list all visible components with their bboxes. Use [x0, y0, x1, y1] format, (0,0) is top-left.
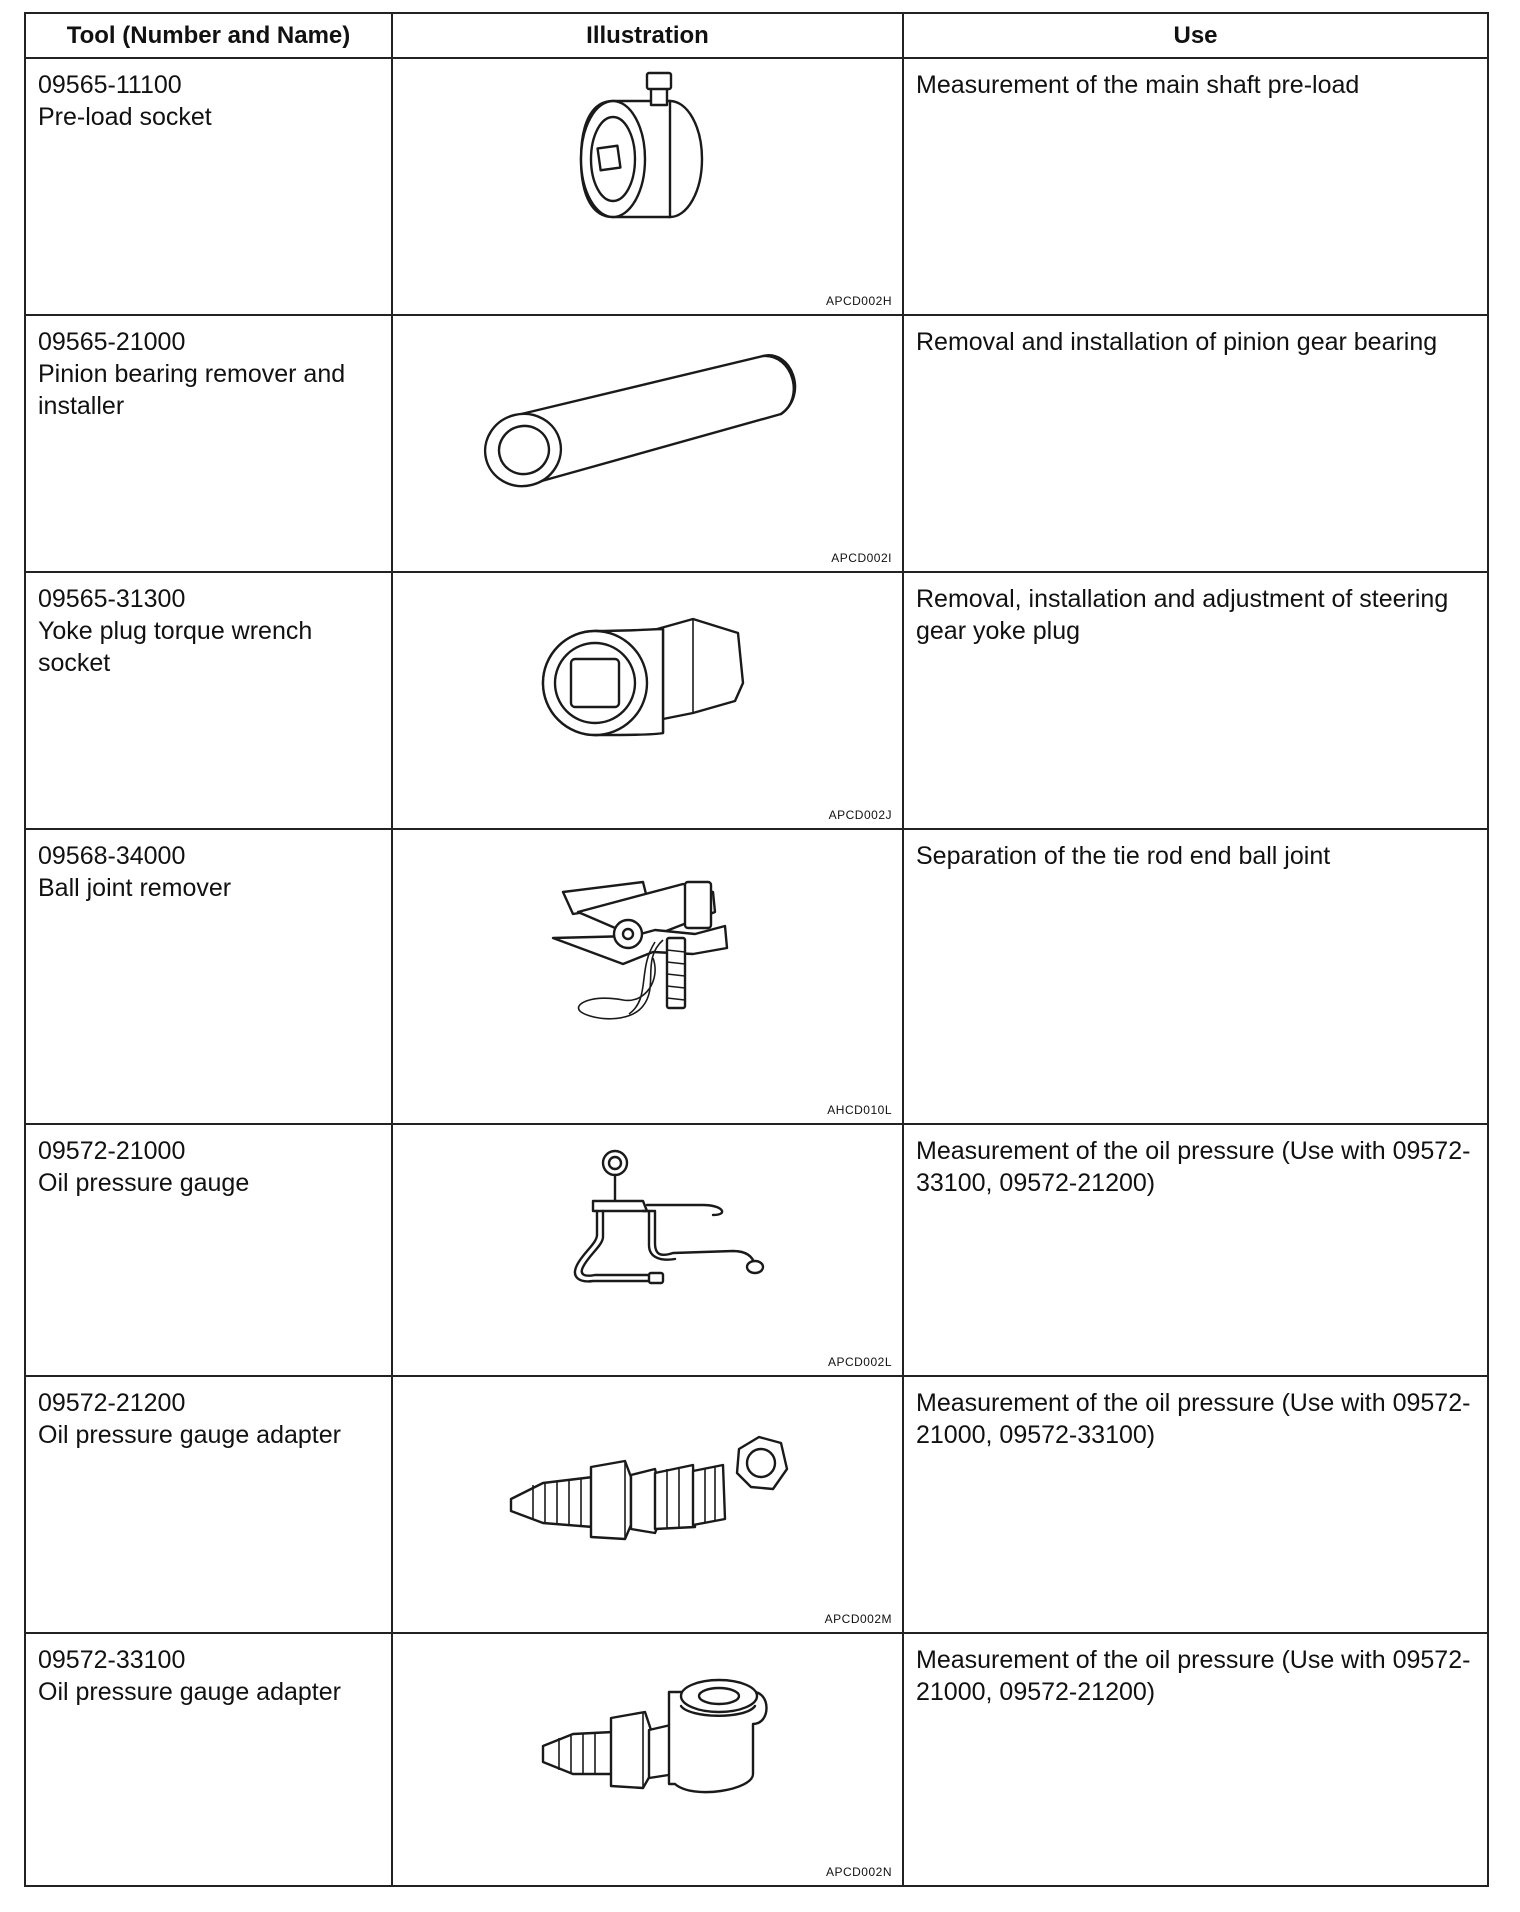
ball-joint-remover-icon: [393, 830, 904, 1125]
tool-cell: [25, 572, 392, 829]
tool-number: 09568-34000: [38, 842, 186, 870]
use-cell: Measurement of the main shaft pre-load: [903, 58, 1488, 315]
banjo-adapter-icon: [393, 1634, 904, 1887]
hex-socket-icon: [393, 573, 904, 830]
illustration-code: AHCD010L: [827, 1103, 892, 1117]
tool-number: 09572-21200: [38, 1389, 186, 1417]
illustration-code: APCD002I: [831, 551, 892, 565]
header-illustration: Illustration: [392, 13, 903, 58]
illustration-cell: [392, 315, 903, 572]
special-tools-table: [24, 12, 1489, 1887]
use-cell: Removal, installation and adjustment of steering gear yoke plug: [903, 572, 1488, 829]
pressure-gauge-icon: [393, 1125, 904, 1377]
illustration-cell: [392, 829, 903, 1124]
tool-number: 09565-11100: [38, 71, 182, 99]
tool-number: 09565-31300: [38, 585, 186, 613]
header-tool: Tool (Number and Name): [25, 13, 392, 58]
tool-name: Ball joint remover: [38, 874, 232, 902]
tool-cell: [25, 315, 392, 572]
tool-cell: [25, 1124, 392, 1376]
tool-name: Oil pressure gauge: [38, 1169, 250, 1197]
tool-name: Yoke plug torque wrench socket: [38, 617, 313, 677]
preload-socket-icon: [393, 59, 904, 316]
use-cell: Measurement of the oil pressure (Use with 09572-33100, 09572-21200): [903, 1124, 1488, 1376]
table-row: [25, 58, 1488, 315]
table-row: [25, 315, 1488, 572]
table-row: [25, 1633, 1488, 1886]
table-row: [25, 572, 1488, 829]
tool-name: Pinion bearing remover and installer: [38, 360, 346, 420]
use-cell: Measurement of the oil pressure (Use with 09572-21000, 09572-21200): [903, 1633, 1488, 1886]
illustration-code: APCD002M: [824, 1612, 892, 1626]
tool-number: 09572-33100: [38, 1646, 186, 1674]
illustration-code: APCD002L: [827, 1355, 892, 1369]
tool-cell: [25, 829, 392, 1124]
tool-cell: [25, 1633, 392, 1886]
header-use: Use: [903, 13, 1488, 58]
tube-remover-icon: [393, 316, 904, 573]
illustration-code: APCD002J: [828, 808, 892, 822]
illustration-cell: [392, 572, 903, 829]
use-cell: Removal and installation of pinion gear bearing: [903, 315, 1488, 572]
table-row: [25, 1124, 1488, 1376]
threaded-adapter-icon: [393, 1377, 904, 1634]
illustration-code: APCD002N: [825, 1865, 892, 1879]
tool-name: Oil pressure gauge adapter: [38, 1678, 341, 1706]
tool-cell: [25, 1376, 392, 1633]
illustration-cell: [392, 58, 903, 315]
tool-cell: [25, 58, 392, 315]
table-row: [25, 829, 1488, 1124]
illustration-cell: [392, 1376, 903, 1633]
tool-name: Oil pressure gauge adapter: [38, 1421, 341, 1449]
tool-number: 09572-21000: [38, 1137, 186, 1165]
use-cell: Measurement of the oil pressure (Use with 09572-21000, 09572-33100): [903, 1376, 1488, 1633]
table-header-row: [25, 13, 1488, 58]
table-row: [25, 1376, 1488, 1633]
tool-number: 09565-21000: [38, 328, 186, 356]
tool-name: Pre-load socket: [38, 103, 212, 131]
illustration-code: APCD002H: [825, 294, 892, 308]
illustration-cell: [392, 1633, 903, 1886]
use-cell: Separation of the tie rod end ball joint: [903, 829, 1488, 1124]
illustration-cell: [392, 1124, 903, 1376]
